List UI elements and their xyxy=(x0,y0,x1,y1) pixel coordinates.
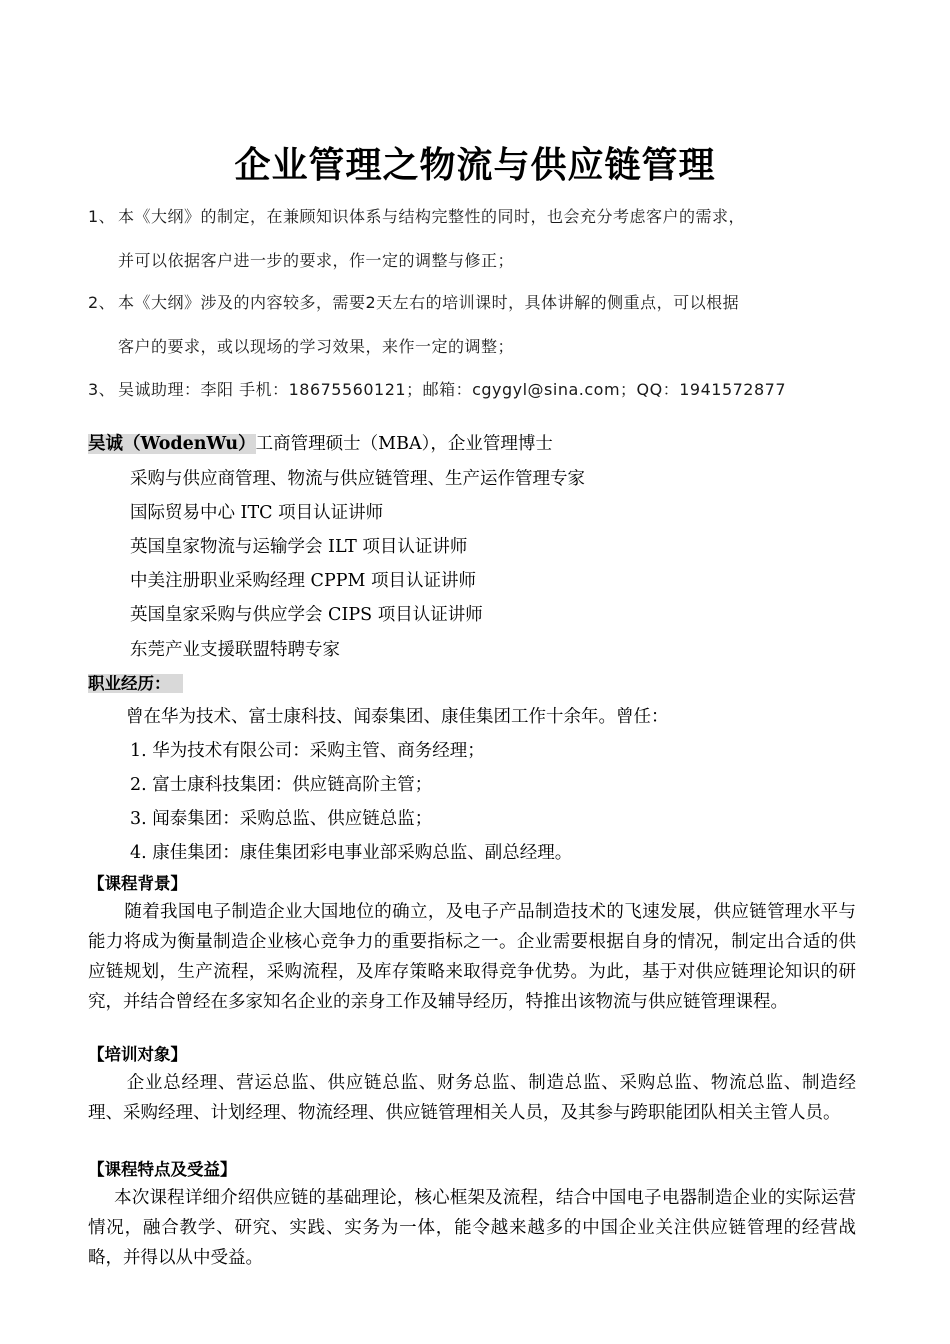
career-item: 1. 华为技术有限公司：采购主管、商务经理； xyxy=(130,741,485,761)
note-text: 吴诚助理：李阳 手机：18675560121；邮箱：cgygyl@sina.com；QQ：1941572877 xyxy=(118,380,787,399)
page-title: 企业管理之物流与供应链管理 xyxy=(234,145,716,186)
note-line xyxy=(88,246,514,276)
instructor-title: 英国皇家物流与运输学会 ILT 项目认证讲师 xyxy=(130,537,468,557)
instructor-line xyxy=(88,430,553,458)
career-item: 4. 康佳集团：康佳集团彩电事业部采购总监、副总经理。 xyxy=(130,843,573,863)
section-text-audience: 企业总经理、营运总监、供应链总监、财务总监、制造总监、采购总监、物流总监、制造经理、采购经理、计划经理、物流经理、供应链管理相关人员，及其参与跨职能团队相关主管人员。 xyxy=(88,1073,856,1123)
career-item: 2. 富士康科技集团：供应链高阶主管； xyxy=(130,775,433,795)
note-text: 本《大纲》涉及的内容较多，需要2天左右的培训课时，具体讲解的侧重点，可以根据 xyxy=(118,293,740,312)
section-heading-background: 【课程背景】 xyxy=(88,874,187,893)
section-text-benefits: 本次课程详细介绍供应链的基础理论，核心框架及流程，结合中国电子电器制造企业的实际运营情况，融合教学、研究、实践、实务为一体，能令越来越多的中国企业关注供应链管理的经营战略，并得以从中受益。 xyxy=(88,1188,856,1268)
section-heading-audience: 【培训对象】 xyxy=(88,1045,187,1064)
instructor-title: 国际贸易中心 ITC 项目认证讲师 xyxy=(130,503,384,523)
instructor-title: 中美注册职业采购经理 CPPM 项目认证讲师 xyxy=(130,571,476,591)
section-text-background: 随着我国电子制造企业大国地位的确立，及电子产品制造技术的飞速发展，供应链管理水平与能力将成为衡量制造企业核心竞争力的重要指标之一。企业需要根据自身的情况，制定出合适的供应链规划，生产流程，采购流程，及库存策略来取得竞争优势。为此，基于对供应链理论知识的研究，并结合曾经在多家知名企业的亲身工作及辅导经历，特推出该物流与供应链管理课程。 xyxy=(88,902,856,1012)
instructor-degrees: 工商管理硕士（MBA），企业管理博士 xyxy=(255,434,553,454)
note-line xyxy=(88,332,514,362)
note-text: 本《大纲》的制定，在兼顾知识体系与结构完整性的同时，也会充分考虑客户的需求， xyxy=(118,207,746,226)
career-item: 3. 闻泰集团：采购总监、供应链总监； xyxy=(130,809,433,829)
career-heading: 职业经历： xyxy=(88,670,183,698)
note-number: 2、 xyxy=(88,293,116,312)
note-line xyxy=(88,202,745,232)
note-line xyxy=(88,375,786,405)
instructor-title: 英国皇家采购与供应学会 CIPS 项目认证讲师 xyxy=(130,605,483,625)
note-text: 并可以依据客户进一步的要求，作一定的调整与修正； xyxy=(118,251,515,270)
instructor-title: 东莞产业支援联盟特聘专家 xyxy=(130,640,340,660)
section-heading-benefits: 【课程特点及受益】 xyxy=(88,1160,237,1179)
instructor-title: 采购与供应商管理、物流与供应链管理、生产运作管理专家 xyxy=(130,469,585,489)
career-intro: 曾在华为技术、富士康科技、闻泰集团、康佳集团工作十余年。曾任： xyxy=(126,707,669,727)
note-number: 3、 xyxy=(88,380,116,399)
note-line xyxy=(88,288,739,318)
instructor-name: 吴诚（WodenWu） xyxy=(88,434,256,454)
note-number: 1、 xyxy=(88,207,116,226)
note-text: 客户的要求，或以现场的学习效果，来作一定的调整； xyxy=(118,337,515,356)
